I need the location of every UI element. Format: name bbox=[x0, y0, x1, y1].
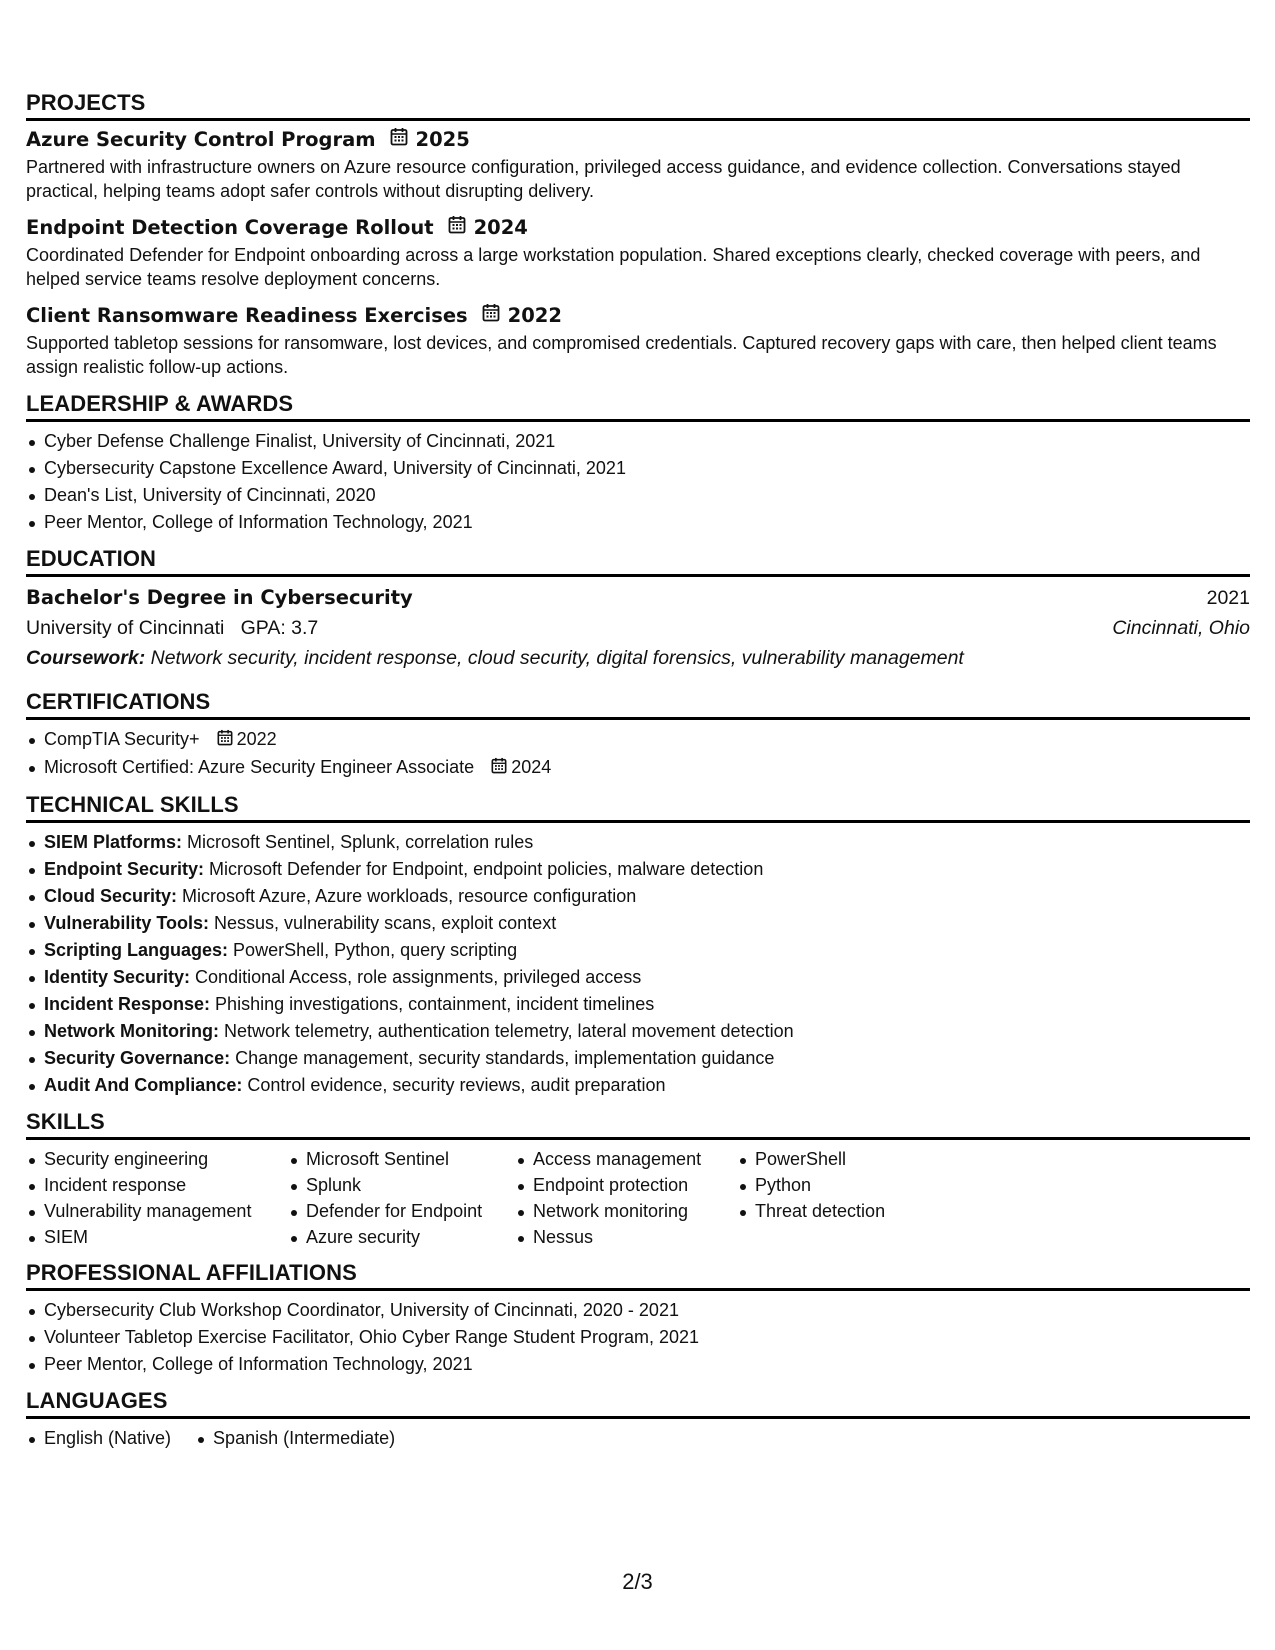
skill-category-value: Microsoft Sentinel, Splunk, correlation rules bbox=[187, 831, 534, 852]
calendar-icon bbox=[448, 215, 466, 241]
skills-grid bbox=[26, 1146, 1250, 1250]
calendar-icon bbox=[217, 727, 233, 754]
skill-category-value: Change management, security standards, implementation guidance bbox=[235, 1047, 775, 1068]
languages-list bbox=[26, 1425, 419, 1452]
coursework bbox=[26, 643, 1250, 673]
skill-category-value: Phishing investigations, containment, incident timelines bbox=[215, 993, 655, 1014]
project-name: Endpoint Detection Coverage Rollout bbox=[26, 216, 434, 239]
certifications-list bbox=[26, 726, 1250, 782]
skill-category-value: Conditional Access, role assignments, privileged access bbox=[195, 966, 642, 987]
language-item: English (Native) bbox=[26, 1425, 171, 1452]
skill-category bbox=[26, 1045, 1250, 1072]
skills-column bbox=[26, 1146, 288, 1250]
degree-name: Bachelor's Degree in Cybersecurity bbox=[26, 586, 413, 609]
skill-category bbox=[26, 856, 1250, 883]
section-divider bbox=[26, 1416, 1250, 1419]
skill-category bbox=[26, 1072, 1250, 1099]
section-divider bbox=[26, 1137, 1250, 1140]
skill-category bbox=[26, 910, 1250, 937]
certification-item bbox=[26, 726, 1250, 754]
project-year: 2024 bbox=[473, 216, 528, 239]
section-divider bbox=[26, 717, 1250, 720]
skill-category-value: Control evidence, security reviews, audit preparation bbox=[247, 1074, 666, 1095]
school-name: University of Cincinnati bbox=[26, 617, 225, 639]
project-name: Client Ransomware Readiness Exercises bbox=[26, 304, 468, 327]
project-description: Partnered with infrastructure owners on Azure resource configuration, privileged access guidance, and evidence collection. Conversations stayed practical, helping teams adopt safer controls without disrupting delivery. bbox=[26, 157, 1181, 201]
certification-year: 2022 bbox=[236, 729, 277, 749]
section-divider bbox=[26, 820, 1250, 823]
project-description: Supported tabletop sessions for ransomware, lost devices, and compromised credentials. Captured recovery gaps with care, then helped client teams assign realistic follow-up actions. bbox=[26, 333, 1217, 377]
skill-category-value: Microsoft Defender for Endpoint, endpoint policies, malware detection bbox=[209, 858, 764, 879]
skill-item: SIEM bbox=[26, 1224, 288, 1250]
calendar-icon bbox=[390, 127, 408, 153]
skill-category-label: SIEM Platforms: bbox=[44, 831, 183, 852]
skill-item: Incident response bbox=[26, 1172, 288, 1198]
skill-item: Defender for Endpoint bbox=[288, 1198, 515, 1224]
certifications-section bbox=[26, 689, 1250, 792]
skill-category bbox=[26, 991, 1250, 1018]
section-title-leadership: LEADERSHIP & AWARDS bbox=[26, 391, 294, 416]
project-item bbox=[26, 215, 1250, 291]
affiliations-list bbox=[26, 1297, 1250, 1378]
skill-category-label: Scripting Languages: bbox=[44, 939, 229, 960]
leadership-list bbox=[26, 428, 1250, 536]
section-title-languages: LANGUAGES bbox=[26, 1387, 168, 1413]
list-item: Cybersecurity Club Workshop Coordinator, University of Cincinnati, 2020 - 2021 bbox=[26, 1297, 1250, 1324]
section-title-certifications: CERTIFICATIONS bbox=[26, 689, 211, 714]
skill-category-value: Nessus, vulnerability scans, exploit context bbox=[214, 912, 557, 933]
skill-category-label: Audit And Compliance: bbox=[44, 1074, 243, 1095]
leadership-section bbox=[26, 391, 1250, 546]
skill-item: Threat detection bbox=[737, 1198, 937, 1224]
section-divider bbox=[26, 574, 1250, 577]
section-title-affiliations: PROFESSIONAL AFFILIATIONS bbox=[26, 1259, 357, 1285]
skill-category-label: Identity Security: bbox=[44, 966, 191, 987]
skills-column bbox=[515, 1146, 737, 1250]
skill-category-value: PowerShell, Python, query scripting bbox=[233, 939, 518, 960]
project-description: Coordinated Defender for Endpoint onboarding across a large workstation population. Shared exceptions clearly, checked coverage with peers, and helped service teams resolve deployment concerns. bbox=[26, 245, 1201, 289]
list-item: Peer Mentor, College of Information Technology, 2021 bbox=[26, 1351, 1250, 1378]
skill-item: PowerShell bbox=[737, 1146, 937, 1172]
skills-column bbox=[737, 1146, 937, 1250]
section-divider bbox=[26, 419, 1250, 422]
skill-item: Python bbox=[737, 1172, 937, 1198]
skill-item: Microsoft Sentinel bbox=[288, 1146, 515, 1172]
language-item: Spanish (Intermediate) bbox=[195, 1425, 395, 1452]
school-location: Cincinnati, Ohio bbox=[1112, 617, 1250, 639]
skill-category-value: Network telemetry, authentication telemetry, lateral movement detection bbox=[224, 1020, 794, 1041]
calendar-icon bbox=[482, 303, 500, 329]
technical-skills-section bbox=[26, 792, 1250, 1109]
graduation-year: 2021 bbox=[1206, 587, 1250, 609]
coursework-label: Coursework: bbox=[26, 647, 146, 669]
skill-category bbox=[26, 1018, 1250, 1045]
list-item: Volunteer Tabletop Exercise Facilitator, Ohio Cyber Range Student Program, 2021 bbox=[26, 1324, 1250, 1351]
skill-item: Network monitoring bbox=[515, 1198, 737, 1224]
resume-page bbox=[26, 90, 1250, 1452]
section-title-skills: SKILLS bbox=[26, 1108, 105, 1134]
skill-item: Endpoint protection bbox=[515, 1172, 737, 1198]
section-divider bbox=[26, 118, 1250, 121]
project-item bbox=[26, 303, 1250, 379]
certification-name: CompTIA Security+ bbox=[44, 729, 200, 749]
skill-category-label: Network Monitoring: bbox=[44, 1020, 219, 1041]
skill-category-value: Microsoft Azure, Azure workloads, resource configuration bbox=[182, 885, 637, 906]
list-item: Peer Mentor, College of Information Technology, 2021 bbox=[26, 509, 1250, 536]
section-divider bbox=[26, 1288, 1250, 1291]
project-name: Azure Security Control Program bbox=[26, 128, 376, 151]
skill-category bbox=[26, 883, 1250, 910]
skill-item: Azure security bbox=[288, 1224, 515, 1250]
calendar-icon bbox=[491, 755, 507, 782]
project-year: 2025 bbox=[415, 128, 470, 151]
affiliations-section bbox=[26, 1260, 1250, 1388]
skill-category-label: Incident Response: bbox=[44, 993, 211, 1014]
education-section bbox=[26, 546, 1250, 689]
list-item: Cybersecurity Capstone Excellence Award, University of Cincinnati, 2021 bbox=[26, 455, 1250, 482]
skill-category-label: Endpoint Security: bbox=[44, 858, 205, 879]
certification-name: Microsoft Certified: Azure Security Engineer Associate bbox=[44, 756, 475, 777]
project-year: 2022 bbox=[507, 304, 562, 327]
list-item: Dean's List, University of Cincinnati, 2020 bbox=[26, 482, 1250, 509]
skill-category bbox=[26, 937, 1250, 964]
projects-section bbox=[26, 90, 1250, 379]
coursework-text: Network security, incident response, cloud security, digital forensics, vulnerability management bbox=[150, 647, 964, 669]
section-title-projects: PROJECTS bbox=[26, 90, 146, 115]
list-item: Cyber Defense Challenge Finalist, University of Cincinnati, 2021 bbox=[26, 428, 1250, 455]
skill-category-label: Vulnerability Tools: bbox=[44, 912, 210, 933]
skill-item: Access management bbox=[515, 1146, 737, 1172]
section-title-technical-skills: TECHNICAL SKILLS bbox=[26, 791, 239, 817]
gpa: GPA: 3.7 bbox=[240, 617, 319, 639]
skills-section bbox=[26, 1109, 1250, 1260]
skill-item: Vulnerability management bbox=[26, 1198, 288, 1224]
skill-category-label: Cloud Security: bbox=[44, 885, 178, 906]
skill-item: Security engineering bbox=[26, 1146, 288, 1172]
certification-year: 2024 bbox=[511, 756, 552, 777]
section-title-education: EDUCATION bbox=[26, 546, 157, 571]
certification-item bbox=[26, 754, 1250, 782]
skill-category bbox=[26, 964, 1250, 991]
project-item bbox=[26, 127, 1250, 203]
skill-category bbox=[26, 829, 1250, 856]
languages-section bbox=[26, 1388, 1250, 1452]
page-number: 2/3 bbox=[622, 1569, 653, 1594]
skills-column bbox=[288, 1146, 515, 1250]
technical-skills-list bbox=[26, 829, 1250, 1099]
skill-category-label: Security Governance: bbox=[44, 1047, 231, 1068]
skill-item: Splunk bbox=[288, 1172, 515, 1198]
skill-item: Nessus bbox=[515, 1224, 737, 1250]
